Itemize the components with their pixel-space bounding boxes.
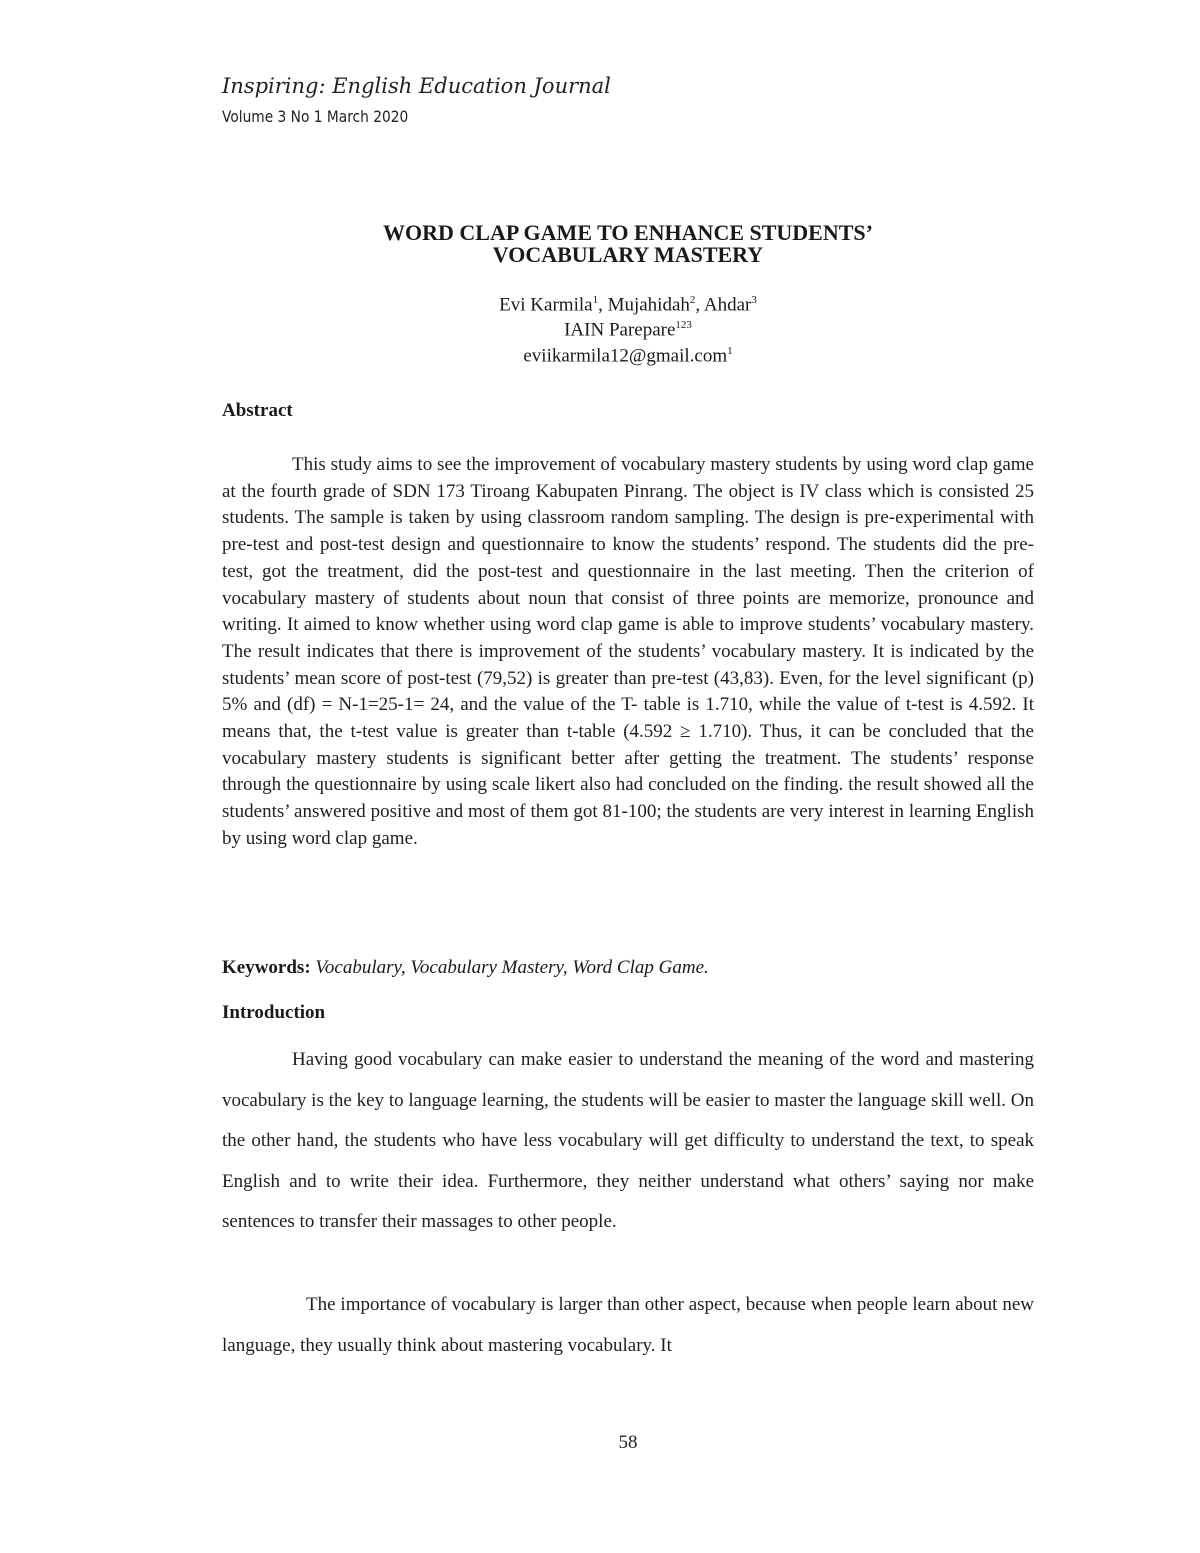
- introduction-paragraph-1: Having good vocabulary can make easier to understand the meaning of the word and mastering vocabulary is the key to language learning, the students will be easier to master the language skill well. On the other hand, the students who have less vocabulary will get difficulty to understand the text, to speak English and to write their idea. Furthermore, they neither understand what others’ saying nor make sentences to transfer their massages to other people.: [222, 1049, 1034, 1232]
- author-separator: ,: [598, 294, 608, 316]
- author-name: Mujahidah: [607, 294, 690, 316]
- author-name: Ahdar: [703, 294, 752, 316]
- author-sup: 3: [751, 294, 757, 306]
- email-sup: 1: [727, 344, 733, 357]
- introduction-heading: Introduction: [222, 1002, 326, 1023]
- affiliation-sup: 123: [675, 319, 692, 332]
- journal-volume: Volume 3 No 1 March 2020: [222, 107, 409, 126]
- introduction-paragraph-2: The importance of vocabulary is larger than other aspect, because when people learn about new language, they usually think about mastering vocabulary. It: [222, 1294, 1034, 1356]
- abstract-text: This study aims to see the improvement of vocabulary mastery students by using word clap game at the fourth grade of SDN 173 Tiroang Kabupaten Pinrang. The object is IV class which is consisted 25 students. The sample is taken by using classroom random sampling. The design is pre-experimental with pre-test and post-test design and questionnaire to know the students’ respond. The students did the pre-test, got the treatment, did the post-test and questionnaire in the last meeting. Then the criterion of vocabulary mastery of students about noun that consist of three points are memorize, pronounce and writing. It aimed to know whether using word clap game is able to improve students’ vocabulary mastery. The result indicates that there is improvement of the students’ vocabulary mastery. It is indicated by the students’ mean score of post-test (79,52) is greater than pre-test (43,83). Even, for the level significant (p) 5% and (df) = N-1=25-1= 24, and the value of the T- table is 1.710, while the value of t-test is 4.592. It means that, the t-test value is greater than t-table (4.592 ≥ 1.710). Thus, it can be concluded that the vocabulary mastery students is significant better after getting the treatment. The students’ response through the questionnaire by using scale likert also had concluded on the finding. the result showed all the students’ answered positive and most of them got 81-100; the students are very interest in learning English by using word clap game.: [222, 454, 1034, 849]
- email-address[interactable]: eviikarmila12@gmail.com: [523, 344, 728, 366]
- paper-title-line-1: WORD CLAP GAME TO ENHANCE STUDENTS’: [383, 220, 873, 245]
- paper-title-line-2: VOCABULARY MASTERY: [492, 242, 764, 267]
- keywords-values: Vocabulary, Vocabulary Mastery, Word Clap Game.: [315, 957, 709, 978]
- affiliation-name: IAIN Parepare: [564, 319, 676, 341]
- author-sup: 2: [689, 294, 696, 306]
- page-number: 58: [618, 1432, 638, 1453]
- keywords-label: Keywords:: [222, 957, 311, 978]
- authors-block: [222, 290, 1034, 366]
- author-sup: 1: [592, 294, 599, 306]
- author-name: Evi Karmila: [499, 294, 593, 316]
- author-email: [222, 341, 1034, 366]
- paper-title: [222, 222, 1034, 266]
- author-separator: ,: [695, 294, 704, 316]
- author-list: [222, 290, 1034, 315]
- keywords-line: [222, 957, 709, 979]
- journal-title: Inspiring: English Education Journal: [222, 74, 611, 98]
- abstract-heading: Abstract: [222, 400, 293, 421]
- affiliation: [222, 315, 1034, 340]
